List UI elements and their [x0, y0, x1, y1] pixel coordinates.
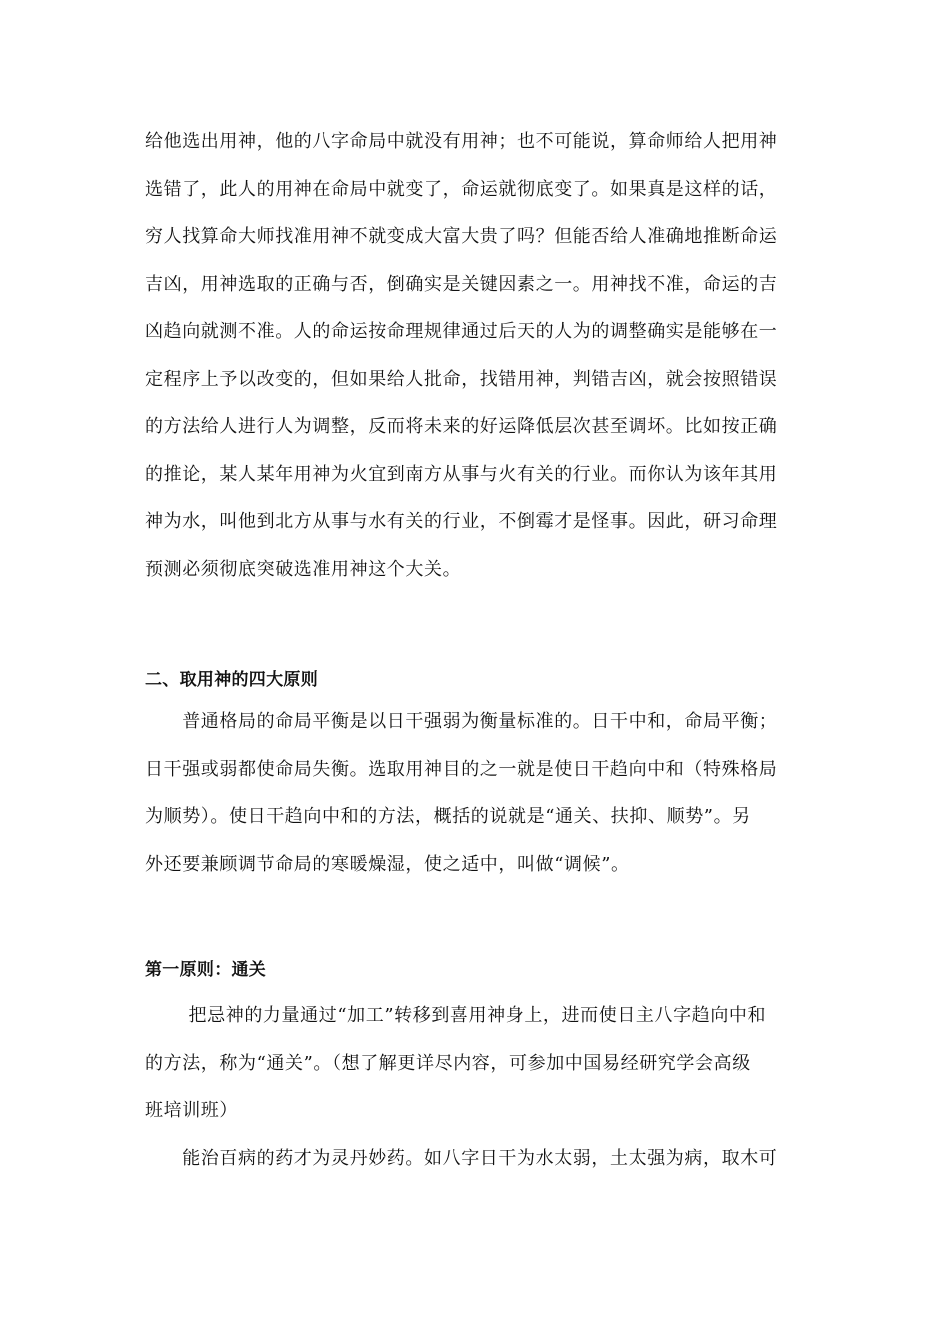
- principle-1-heading: 第一原则：通关: [145, 960, 267, 980]
- section-2-line: 普通格局的命局平衡是以日干强弱为衡量标准的。日干中和，命局平衡；: [145, 711, 778, 732]
- paragraph-1-line: 选错了，此人的用神在命局中就变了，命运就彻底变了。如果真是这样的话，: [145, 178, 778, 200]
- paragraph-1-line: 的推论，某人某年用神为火宜到南方从事与火有关的行业。而你认为该年其用: [145, 463, 778, 485]
- principle-1-line: 能治百病的药才为灵丹妙药。如八字日干为水太弱，土太强为病，取木可: [145, 1147, 778, 1169]
- paragraph-1-line: 吉凶，用神选取的正确与否，倒确实是关键因素之一。用神找不准，命运的吉: [145, 273, 778, 295]
- section-2-line: 外还要兼顾调节命局的寒暖燥湿，使之适中，叫做“调候”。: [145, 853, 630, 875]
- paragraph-1-line: 预测必须彻底突破选准用神这个大关。: [145, 558, 462, 580]
- paragraph-1-line: 神为水，叫他到北方从事与水有关的行业，不倒霉才是怪事。因此，研习命理: [145, 511, 778, 532]
- section-2-line: 为顺势）。使日干趋向中和的方法，概括的说就是“通关、扶抑、顺势”。另: [145, 806, 751, 827]
- principle-1-line: 的方法，称为“通关”。（想了解更详尽内容，可参加中国易经研究学会高级: [145, 1052, 751, 1074]
- section-2-heading: 二、取用神的四大原则: [145, 670, 318, 690]
- paragraph-1: [145, 118, 810, 593]
- paragraph-1-line: 凶趋向就测不准。人的命运按命理规律通过后天的人为的调整确实是能够在一: [145, 321, 778, 342]
- section-2-line: 日干强或弱都使命局失衡。选取用神目的之一就是使日干趋向中和（特殊格局: [145, 758, 778, 780]
- paragraph-1-line: 的方法给人进行人为调整，反而将未来的好运降低层次甚至调坏。比如按正确: [145, 416, 778, 437]
- principle-1-paragraph: [145, 992, 810, 1182]
- paragraph-1-line: 穷人找算命大师找准用神不就变成大富大贵了吗？但能否给人准确地推断命运: [145, 226, 778, 247]
- section-2-paragraph: [145, 698, 810, 888]
- principle-1-line: 把忌神的力量通过“加工”转移到喜用神身上，进而使日主八字趋向中和: [145, 1005, 767, 1026]
- paragraph-1-line: 定程序上予以改变的，但如果给人批命，找错用神，判错吉凶，就会按照错误: [145, 368, 778, 390]
- principle-1-line: 班培训班）: [145, 1100, 238, 1121]
- paragraph-1-line: 给他选出用神，他的八字命局中就没有用神；也不可能说，算命师给人把用神: [145, 131, 778, 152]
